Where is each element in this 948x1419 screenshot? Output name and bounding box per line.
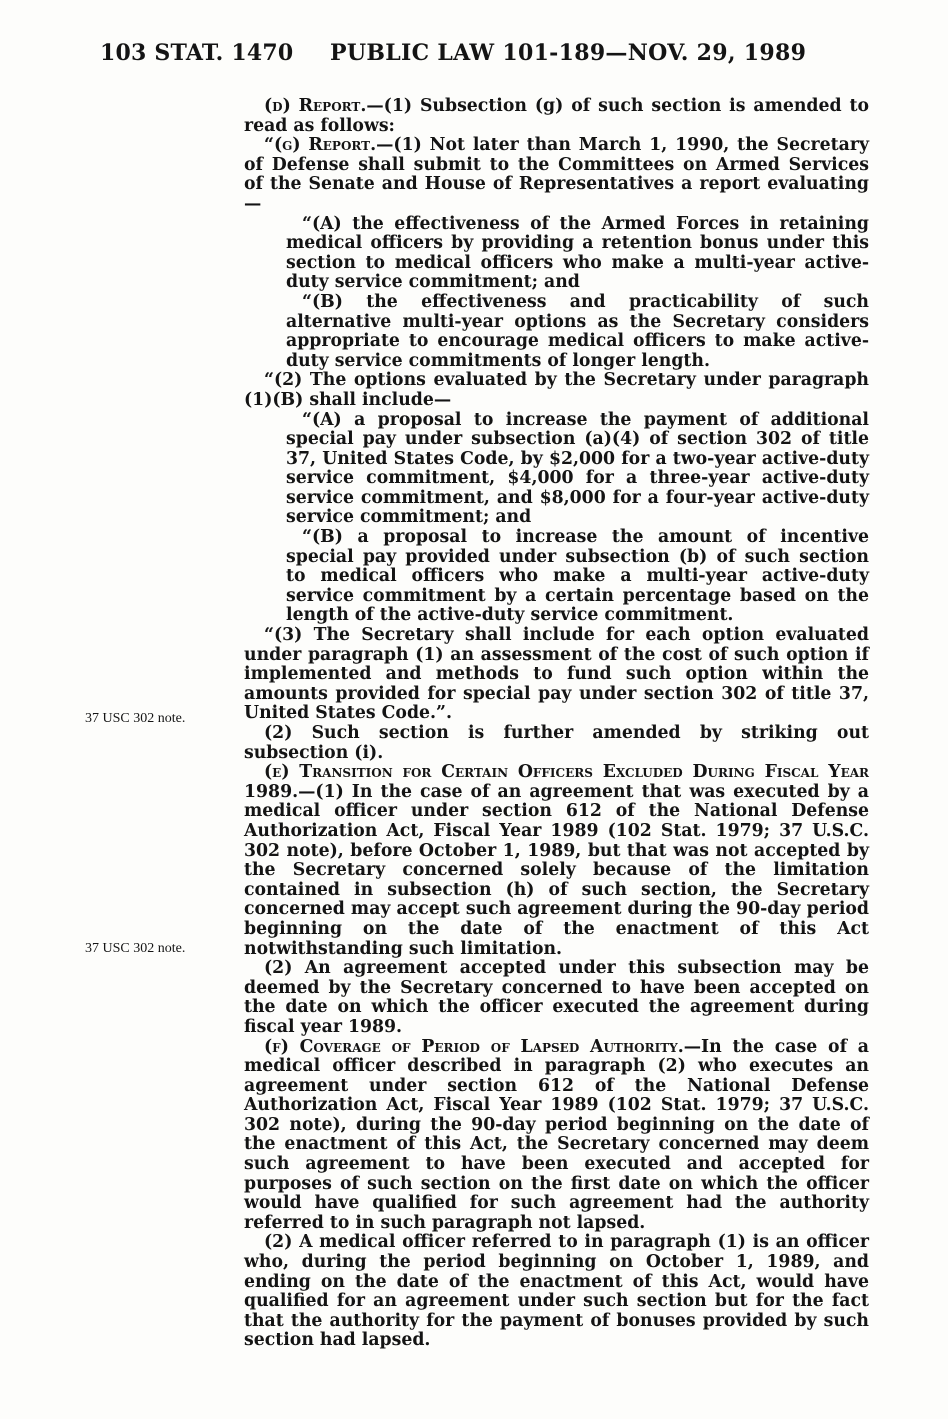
paragraph-text: 1989.—(1) In the case of an agreement that was executed by a medical officer under section 612 of the National Defense Authorization Act, Fiscal Year 1989 (102 Stat. 1979; 37 U.S.C. 302 note), before October 1, 1989, but that was not accepted by the Secretary concerned solely because of the limitation contained in subsection (h) of such section, the Secretary concerned may accept such agreement during the 90-day period beginning on the date of the enactment of this Act notwithstanding such limitation. (244, 781, 869, 959)
stat-citation: 103 STAT. 1470 (100, 40, 294, 66)
paragraph-text: —In the case of a medical officer described in paragraph (2) who executes an agreement under section 612 of the National Defense Authorization Act, Fiscal Year 1989 (102 Stat. 1979; 37 U.S.C. 302 note), during the 90-day period beginning on the date of the enactment of this Act, the Secretary concerned may deem such agreement to have been executed and accepted for purposes of such section on the first date on which the officer would have qualified for such agreement had the authority referred to in such paragraph not lapsed. (244, 1036, 870, 1233)
paragraph (244, 1233, 869, 1351)
paragraph-text: “(2) The options evaluated by the Secretary under paragraph (1)(B) shall include— (244, 370, 869, 410)
paragraph-heading: (e) Transition for Certain Officers Excluded During Fiscal Year (264, 762, 869, 783)
paragraph-text: —(1) Subsection (g) of such section is amended to read as follows: (244, 96, 869, 136)
paragraph-heading: (f) Coverage of Period of Lapsed Authority. (264, 1036, 684, 1057)
paragraph (244, 97, 869, 136)
paragraph-text: —(1) Not later than March 1, 1990, the Secretary of Defense shall submit to the Committees on Armed Services of the Senate and House of Representatives a report evaluating— (244, 135, 869, 214)
paragraph (244, 1038, 869, 1234)
body-text (244, 97, 869, 1351)
paragraph-text: (2) An agreement accepted under this subsection may be deemed by the Secretary concerned to have been accepted on the date on which the officer executed the agreement during fiscal year 1989. (244, 958, 869, 1037)
paragraph (244, 136, 869, 214)
paragraph-text: “(A) a proposal to increase the payment of additional special pay under subsection (a)(4) of section 302 of title 37, United States Code, by $2,000 for a two-year active-duty service commitment, $4,000 for a three-year active-duty service commitment, and $8,000 for a four-year active-duty service commitment; and (286, 409, 869, 528)
paragraph-text: “(B) a proposal to increase the amount of incentive special pay provided under subsection (b) of such section to medical officers who make a multi-year active-duty service commitment by a certain percentage based on the length of the active-duty service commitment. (286, 527, 869, 626)
paragraph-heading: “(g) Report. (264, 135, 377, 156)
paragraph (244, 411, 869, 529)
margin-note-e: 37 USC 302 note. (85, 711, 186, 726)
paragraph (244, 724, 869, 763)
paragraph (244, 371, 869, 410)
running-header (0, 40, 948, 80)
paragraph (244, 293, 869, 371)
paragraph (244, 626, 869, 724)
paragraph (244, 959, 869, 1037)
law-title: PUBLIC LAW 101-189—NOV. 29, 1989 (330, 40, 807, 66)
paragraph-text: “(A) the effectiveness of the Armed Forces in retaining medical officers by providing a retention bonus under this section to medical officers who make a multi-year active-duty service commitment; and (286, 213, 869, 293)
paragraph-text: “(B) the effectiveness and practicability of such alternative multi-year options as the Secretary considers appropriate to encourage medical officers to make active-duty service commitments of longer length. (286, 291, 869, 371)
paragraph-heading: (d) Report. (264, 96, 367, 116)
margin-note-f: 37 USC 302 note. (85, 941, 186, 956)
paragraph (244, 763, 869, 959)
paragraph (244, 215, 869, 293)
paragraph (244, 528, 869, 626)
paragraph-text: “(3) The Secretary shall include for each option evaluated under paragraph (1) an assessment of the cost of such option if implemented and methods to fund such option within the amounts provided for special pay under section 302 of title 37, United States Code.”. (244, 625, 869, 724)
paragraph-text: (2) Such section is further amended by striking out subsection (i). (244, 723, 869, 763)
paragraph-text: (2) A medical officer referred to in paragraph (1) is an officer who, during the period beginning on October 1, 1989, and ending on the date of the enactment of this Act, would have qualified for an agreement under such section but for the fact that the authority for the payment of bonuses provided by such section had lapsed. (244, 1232, 869, 1351)
